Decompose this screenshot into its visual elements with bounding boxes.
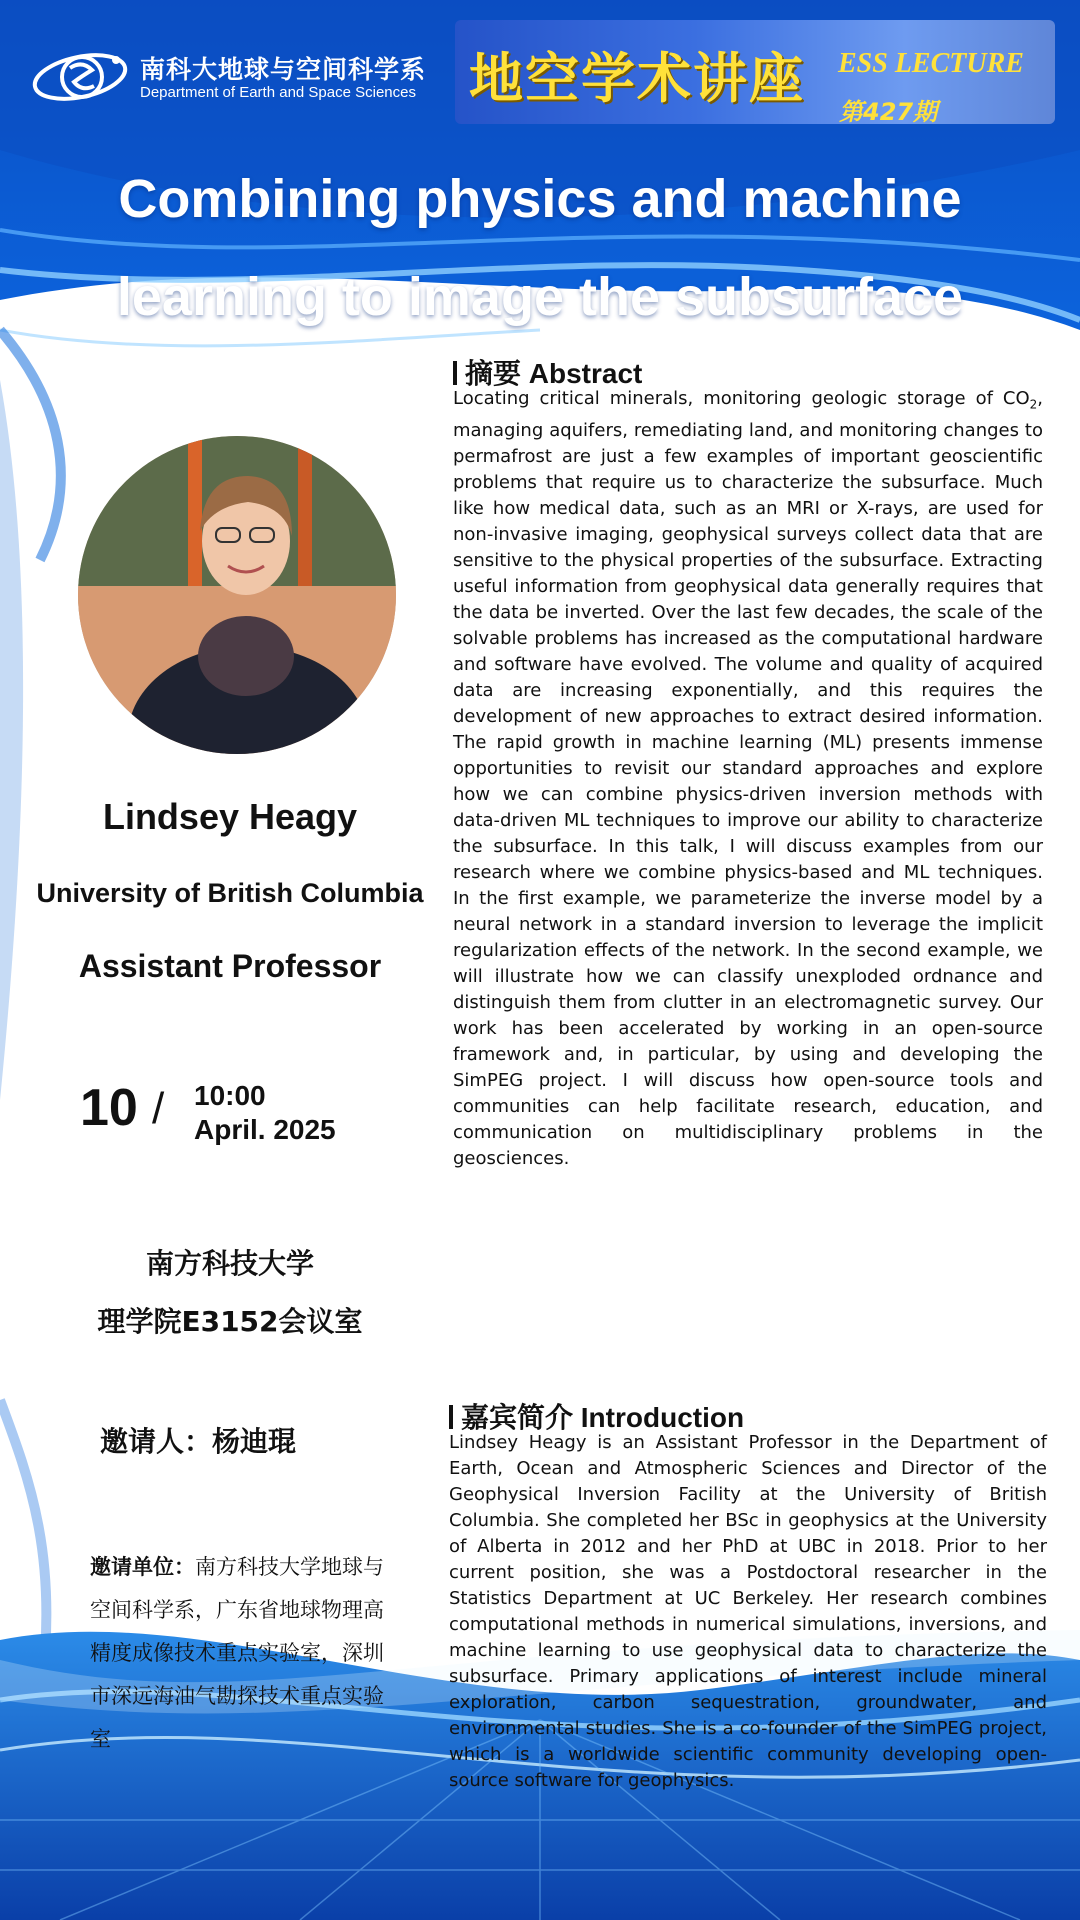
introduction-text: Lindsey Heagy is an Assistant Professor in the Department of Earth, Ocean and Atmospheric Sciences and Director of the Geophysical Inversion Facility at the University of British Columbia. She completed her BSc in geophysics at the University of Alberta in 2012 and her PhD at UBC in 2018. Prior to her current position, she was a Postdoctoral researcher in the Statistics Department at UC Berkeley. Her research combines computational methods in numerical simulations, inversions, and machine learning to use geophysical data to characterize the subsurface. Primary applications of interest include mineral exploration, carbon sequestration, groundwater, and environmental studies. She is a co-founder of the SimPEG project, which is a worldwide scientific community developing open-source software for geophysics. — [449, 1432, 1047, 1791]
organizers-label: 邀请单位： — [90, 1555, 195, 1579]
abstract-text — [453, 386, 1043, 1172]
speaker-position: Assistant Professor — [78, 948, 382, 984]
sustech-ess-logo-icon — [30, 46, 130, 108]
department-logo — [30, 46, 430, 108]
introduction-heading-text: 嘉宾简介 Introduction — [461, 1402, 745, 1433]
department-name-en: Department of Earth and Space Sciences — [140, 84, 416, 101]
heading-bar — [453, 361, 457, 385]
heading-bar — [449, 1405, 453, 1429]
organizers — [90, 1546, 390, 1761]
lecture-title: Combining physics and machine learning to image the subsurface — [116, 169, 964, 327]
speaker-photo — [78, 436, 396, 754]
abstract-text-part1: Locating critical minerals, monitoring geologic storage of CO — [453, 388, 1030, 409]
header — [0, 0, 1080, 140]
venue-university: 南方科技大学 — [145, 1247, 314, 1280]
department-name-cn: 南科大地球与空间科学系 — [140, 55, 427, 84]
issue-number: 第427期 — [839, 98, 938, 124]
speaker-name: Lindsey Heagy — [102, 796, 358, 837]
speaker-portrait-image — [78, 436, 396, 754]
series-title-cn: 地空学术讲座 — [469, 46, 805, 110]
date-separator: / — [152, 1084, 165, 1133]
lecture-series-banner — [455, 20, 1055, 124]
speaker-affiliation: University of British Columbia — [36, 878, 424, 908]
date-month-year: April. 2025 — [194, 1114, 336, 1145]
organizers-text: 南方科技大学地球与空间科学系，广东省地球物理高精度成像技术重点实验室，深圳市深远海油气勘探技术重点实验室 — [90, 1555, 384, 1751]
inviter: 邀请人：杨迪琨 — [100, 1425, 297, 1458]
date-day: 10 — [80, 1079, 138, 1137]
series-title-en: ESS LECTURE — [838, 48, 1024, 79]
lecture-time: 10:00 — [194, 1080, 266, 1111]
abstract-heading-text: 摘要 Abstract — [465, 358, 643, 389]
venue-room: 理学院E3152会议室 — [97, 1305, 363, 1338]
abstract-subscript: 2 — [1029, 397, 1038, 412]
abstract-text-part2: , managing aquifers, remediating land, and monitoring changes to permafrost are just a few examples of important geoscientific problems that require us to characterize the subsurface. Much like how medical data, such as an MRI or X-rays, are used for non-invasive imaging, geophysical surveys collect data that are sensitive to the physical properties of the subsurface. Extracting useful information from geophysical data generally requires that the data be inverted. Over the last few decades, the scale of the solvable problems has increased as the computational hardware and software have evolved. The volume and quality of acquired data are increasing exponentially, and this requires the development of new approaches to extract desired information. The rapid growth in machine learning (ML) presents immense opportunities to revisit our standard approaches and explore how we can combine physics-driven inversion methods with data-driven ML techniques to improve our ability to characterize the subsurface. In this talk, I will discuss examples from our research where we combine physics-based and ML techniques. In the first example, we parameterize the inverse model by a neural network in a standard inversion to leverage the implicit regularization effects of the network. In the second example, we will illustrate how we can classify unexploded ordnance and distinguish them from clutter in an electromagnetic survey. Our work has been accelerated by working in an open-source framework and, in particular, by using and developing the SimPEG project. I will discuss how open-source tools and communities can help facilitate research, education, and communication on multidisciplinary problems in the geosciences. — [453, 388, 1043, 1169]
